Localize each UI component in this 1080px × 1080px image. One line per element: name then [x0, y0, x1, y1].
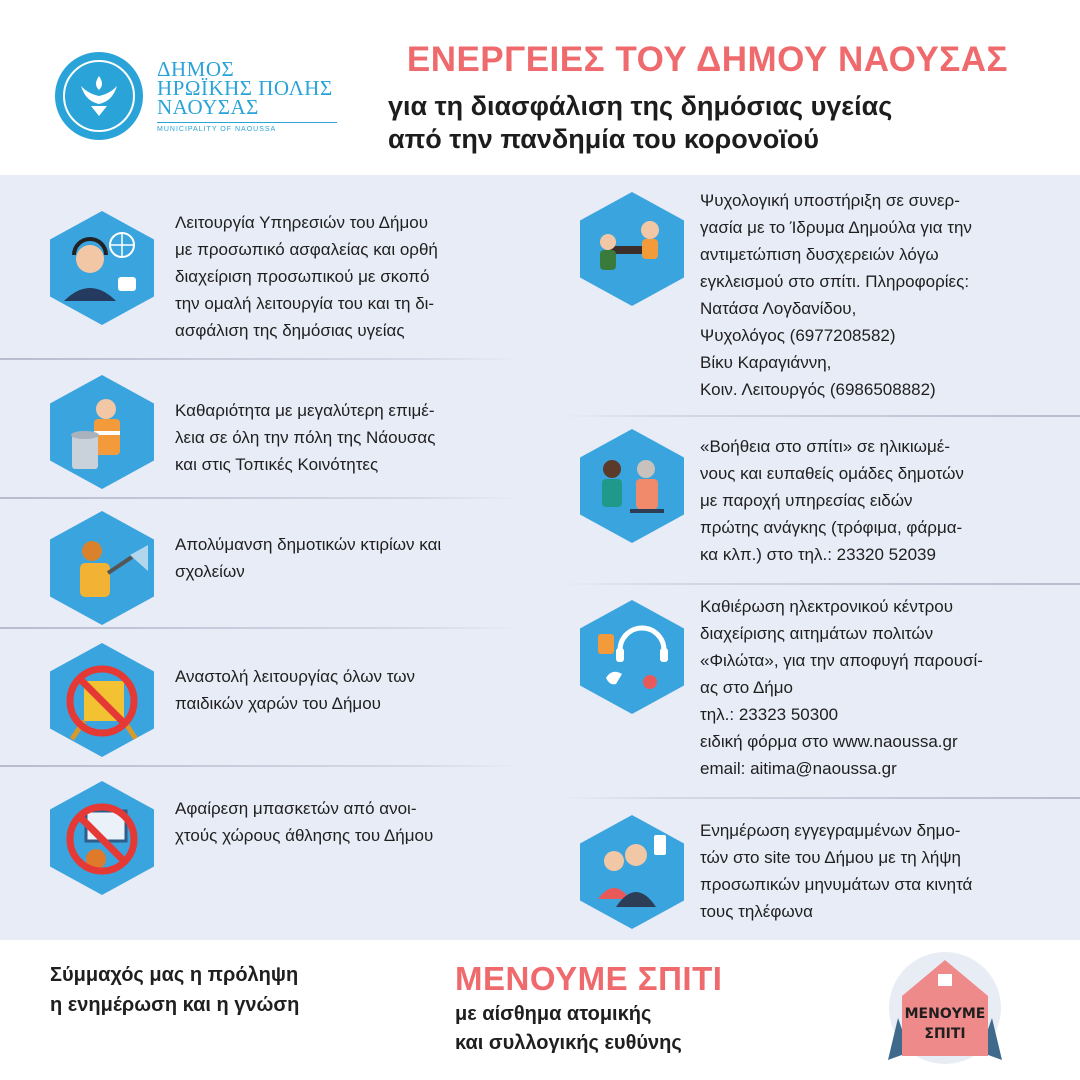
actions-panel	[0, 175, 1080, 940]
item-text	[175, 209, 495, 344]
phoenix-icon	[77, 72, 121, 120]
support-center-icon	[580, 600, 684, 714]
stay-home-subtitle-line-1: με αίσθημα ατομικής	[455, 1003, 652, 1025]
logo-line-1: ΔΗΜΟΣ	[157, 57, 235, 81]
no-playground-icon	[50, 643, 154, 757]
text-line: λεια σε όλη την πόλη της Νάουσας	[175, 428, 436, 447]
footer	[0, 940, 1080, 1080]
page-subtitle	[388, 90, 1028, 156]
header	[0, 0, 1080, 175]
divider	[560, 797, 1080, 799]
text-line: πρώτης ανάγκης (τρόφιμα, φάρμα-	[700, 518, 963, 537]
text-line: Καθιέρωση ηλεκτρονικού κέντρου	[700, 597, 954, 616]
text-line: ας στο Δήμο	[700, 678, 794, 697]
divider	[0, 497, 520, 499]
text-line: ειδική φόρμα στο www.naoussa.gr	[700, 732, 958, 751]
text-line: χτούς χώρους άθλησης του Δήμου	[175, 826, 434, 845]
text-line: Κοιν. Λειτουργός (6986508882)	[700, 380, 936, 399]
text-line: Ψυχολογική υποστήριξη σε συνερ-	[700, 191, 960, 210]
text-line: Ψυχολόγος (6977208582)	[700, 326, 896, 345]
text-line: τών στο site του Δήμου με τη λήψη	[700, 848, 961, 867]
text-line: «Βοήθεια στο σπίτι» σε ηλικιωμέ-	[700, 437, 950, 456]
text-line: email: aitima@naoussa.gr	[700, 759, 897, 778]
text-line: με προσωπικό ασφαλείας και ορθή	[175, 240, 438, 259]
text-line: Απολύμανση δημοτικών κτιρίων και	[175, 535, 442, 554]
text-line: παιδικών χαρών του Δήμου	[175, 694, 381, 713]
text-line: ασφάλιση της δημόσιας υγείας	[175, 321, 405, 340]
item-text	[175, 397, 495, 478]
text-line: «Φιλώτα», για την αποφυγή παρουσί-	[700, 651, 983, 670]
item-text	[700, 187, 1040, 403]
logo-subtitle: MUNICIPALITY OF NAOUSSA	[157, 122, 337, 135]
item-text	[175, 795, 495, 849]
item-text	[175, 531, 495, 585]
text-line: κα κλπ.) στο τηλ.: 23320 52039	[700, 545, 936, 564]
item-text	[700, 817, 1040, 925]
text-line: Βίκυ Καραγιάννη,	[700, 353, 832, 372]
text-line: τους τηλέφωνα	[700, 902, 814, 921]
text-line: και στις Τοπικές Κοινότητες	[175, 455, 379, 474]
house-label-line-2: ΣΠΙΤΙ	[924, 1026, 966, 1042]
subtitle-line-1: για τη διασφάλιση της δημόσιας υγείας	[388, 91, 893, 121]
house-label-line-1: ΜΕΝΟΥΜΕ	[904, 1006, 986, 1022]
text-line: διαχείρισης αιτημάτων πολιτών	[700, 624, 934, 643]
logo-line-2: ΗΡΩΪΚΗΣ ΠΟΛΗΣ	[157, 76, 333, 100]
text-line: προσωπικών μηνυμάτων στα κινητά	[700, 875, 973, 894]
text-line: Νατάσα Λογδανίδου,	[700, 299, 857, 318]
slogan-left-line-2: η ενημέρωση και η γνώση	[50, 994, 300, 1016]
stay-home-subtitle	[455, 1000, 815, 1058]
item-text	[700, 433, 1040, 568]
text-line: σχολείων	[175, 562, 245, 581]
text-line: την ομαλή λειτουργία του και τη δι-	[175, 294, 435, 313]
divider	[560, 415, 1080, 417]
sanitation-worker-icon	[50, 375, 154, 489]
slogan-left-line-1: Σύμμαχός μας η πρόληψη	[50, 964, 299, 986]
counseling-icon	[580, 192, 684, 306]
no-basketball-icon	[50, 781, 154, 895]
call-center-icon	[50, 211, 154, 325]
subtitle-line-2: από την πανδημία του κορονοϊού	[388, 124, 819, 154]
divider	[560, 583, 1080, 585]
item-text	[175, 663, 495, 717]
page-title: ΕΝΕΡΓΕΙΕΣ ΤΟΥ ΔΗΜΟΥ ΝΑΟΥΣΑΣ	[406, 40, 1008, 79]
text-line: με παροχή υπηρεσίας ειδών	[700, 491, 913, 510]
text-line: Αναστολή λειτουργίας όλων των	[175, 667, 416, 686]
text-line: εγκλεισμού στο σπίτι. Πληροφορίες:	[700, 272, 970, 291]
text-line: Αφαίρεση μπασκετών από ανοι-	[175, 799, 417, 818]
logo-line-3: ΝΑΟΥΣΑΣ	[157, 95, 259, 119]
municipality-name	[157, 57, 347, 135]
divider	[0, 765, 520, 767]
sms-notification-icon	[580, 815, 684, 929]
text-line: τηλ.: 23323 50300	[700, 705, 839, 724]
text-line: Ενημέρωση εγγεγραμμένων δημο-	[700, 821, 961, 840]
text-line: αντιμετώπιση δυσχερειών λόγω	[700, 245, 939, 264]
item-text	[700, 593, 1050, 782]
municipality-seal-logo	[55, 52, 143, 140]
text-line: Λειτουργία Υπηρεσιών του Δήμου	[175, 213, 429, 232]
text-line: Καθαριότητα με μεγαλύτερη επιμέ-	[175, 401, 435, 420]
text-line: νους και ευπαθείς ομάδες δημοτών	[700, 464, 964, 483]
slogan-left	[50, 960, 390, 1020]
home-help-icon	[580, 429, 684, 543]
disinfection-icon	[50, 511, 154, 625]
divider	[0, 358, 520, 360]
text-line: γασία με το Ίδρυμα Δημούλα για την	[700, 218, 972, 237]
text-line: διαχείριση προσωπικού με σκοπό	[175, 267, 430, 286]
stay-home-title: ΜΕΝΟΥΜΕ ΣΠΙΤΙ	[455, 960, 723, 997]
stay-home-house-icon	[880, 948, 1010, 1068]
stay-home-subtitle-line-2: και συλλογικής ευθύνης	[455, 1032, 682, 1054]
divider	[0, 627, 520, 629]
